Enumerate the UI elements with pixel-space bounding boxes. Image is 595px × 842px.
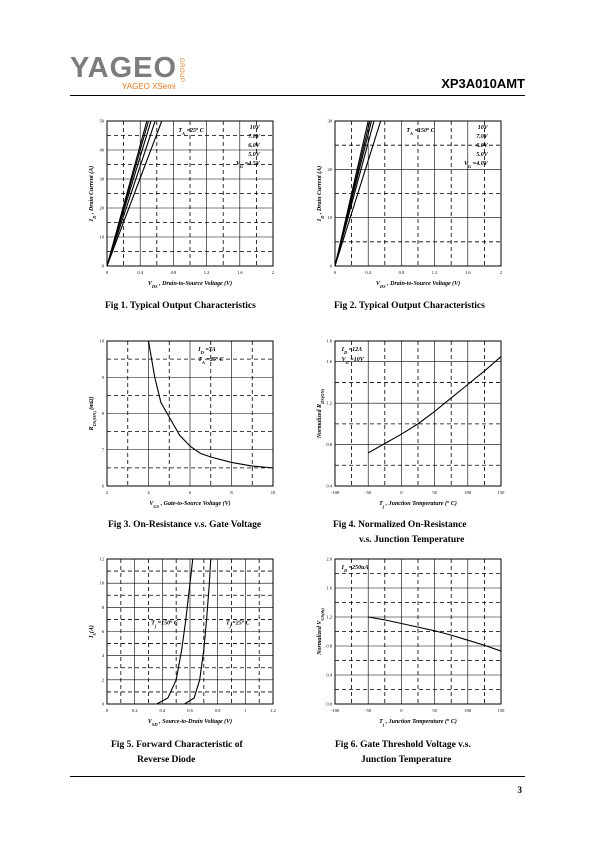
- y-tick-label: 9: [101, 374, 104, 380]
- y-tick-label: 1.6: [326, 585, 332, 591]
- x-tick-label: 1: [244, 708, 247, 713]
- fig3-caption: Fig 3. On-Resistance v.s. Gate Voltage: [108, 520, 262, 530]
- y-tick-label: 8: [101, 604, 104, 610]
- y-tick-label: 0: [329, 263, 332, 269]
- chart-plot-group: [88, 339, 276, 509]
- x-tick-label: 10: [270, 490, 276, 495]
- fig3-on-resistance-chart: [85, 335, 285, 515]
- y-tick-label: 6: [101, 483, 104, 489]
- y-tick-label: 1.6: [326, 359, 332, 365]
- condition-label: $I_D =12A$: [341, 347, 363, 355]
- chart-plot-group: [317, 339, 505, 509]
- header-rule: [70, 95, 525, 96]
- y-tick-label: 6: [101, 629, 104, 634]
- legend-entry: 7.0V: [476, 134, 488, 140]
- y-tick-label: 1.2: [326, 614, 332, 620]
- y-tick-label: 8: [101, 411, 104, 416]
- fig4-caption-line2: v.s. Junction Temperature: [359, 535, 465, 545]
- legend-entry: 5.0V: [248, 152, 260, 158]
- x-tick-label: 2: [271, 270, 275, 275]
- legend-entry: $V_G =4.5V$: [236, 161, 260, 169]
- x-tick-label: 0: [400, 490, 403, 495]
- x-axis-label: $V_{GS}$ , Gate-to-Source Voltage (V): [149, 501, 231, 509]
- y-tick-label: 2.0: [326, 556, 332, 562]
- y-tick-label: 40: [99, 147, 104, 153]
- condition-label: $T_A =150^o$ C: [406, 125, 435, 136]
- chart-plot-group: [316, 119, 502, 289]
- x-tick-label: 0: [400, 708, 403, 713]
- legend-entry: 7.0V: [248, 134, 260, 140]
- y-axis-label: Normalized $V_{GS(th)}$: [317, 608, 325, 655]
- condition-label: $T_A =25^o$ C: [198, 354, 224, 365]
- condition-label: $V_G =10V$: [341, 357, 364, 365]
- x-tick-label: 150: [497, 708, 505, 713]
- fig4-normalized-on-resistance-chart: [313, 335, 513, 515]
- y-tick-label: 0.0: [326, 701, 332, 707]
- x-tick-label: 4: [147, 490, 150, 495]
- y-tick-label: 10: [99, 338, 104, 344]
- series-annotation: $T_j =25^o$ C: [225, 617, 250, 628]
- y-tick-label: 0.8: [326, 442, 332, 448]
- x-axis-label: $V_{SD}$ , Source-to-Drain Voltage (V): [147, 719, 233, 727]
- x-tick-label: 50: [432, 490, 437, 495]
- x-tick-label: 1.2: [203, 270, 210, 275]
- x-tick-label: -100: [330, 708, 340, 713]
- x-tick-label: 1.6: [236, 270, 243, 275]
- fig1-caption: Fig 1. Typical Output Characteristics: [105, 301, 256, 311]
- chart-plot-group: [317, 557, 505, 727]
- y-tick-label: 10: [327, 215, 332, 221]
- page-number: 3: [517, 785, 522, 795]
- legend-entry: 6.0V: [476, 143, 488, 149]
- y-tick-label: 1.2: [326, 400, 332, 406]
- y-tick-label: 0: [101, 701, 104, 707]
- x-tick-label: 100: [464, 490, 472, 495]
- y-tick-label: 0.8: [326, 643, 332, 649]
- footer-rule: [70, 776, 525, 777]
- legend-entry: 5.0V: [476, 152, 488, 158]
- part-number: XP3A010AMT: [441, 76, 525, 91]
- x-tick-label: 0.4: [365, 270, 372, 275]
- legend-entry: 6.0V: [248, 143, 260, 149]
- fig6-caption-line1: Fig 6. Gate Threshold Voltage v.s.: [335, 740, 471, 750]
- y-tick-label: 0: [101, 263, 104, 269]
- y-tick-label: 0.4: [326, 672, 332, 678]
- chart-plot-group: [88, 557, 276, 727]
- x-tick-label: 50: [432, 708, 437, 713]
- fig1-output-characteristics-chart: [85, 115, 285, 295]
- y-axis-label: $I_S(A)$: [89, 625, 97, 638]
- company-logo: [70, 52, 210, 94]
- y-tick-label: 2: [101, 677, 104, 683]
- fig5-caption-line1: Fig 5. Forward Characteristic of: [111, 740, 243, 750]
- fig4-caption-line1: Fig 4. Normalized On-Resistance: [333, 520, 467, 530]
- x-tick-label: 8: [230, 490, 233, 495]
- x-tick-label: 6: [188, 490, 192, 495]
- y-axis-label: $I_D$ , Drain Current (A): [89, 165, 97, 222]
- x-tick-label: 0.4: [159, 708, 166, 713]
- x-tick-label: 0.8: [214, 708, 221, 713]
- y-tick-label: 10: [99, 234, 104, 240]
- x-axis-label: $T_j$ , Junction Temperature ($^o$ C): [379, 716, 457, 727]
- x-axis-label: $V_{DS}$ , Drain-to-Source Voltage (V): [375, 281, 461, 289]
- fig6-gate-threshold-chart: [313, 553, 513, 733]
- logo-wordmark: YAGEO: [70, 52, 178, 84]
- y-tick-label: 0.4: [326, 483, 332, 489]
- fig2-output-characteristics-chart: [313, 115, 513, 295]
- legend-entry: 10V: [477, 125, 488, 131]
- x-tick-label: 0.4: [137, 270, 144, 275]
- y-tick-label: 1.8: [326, 338, 332, 344]
- legend-entry: 10V: [249, 125, 260, 131]
- y-tick-label: 20: [99, 205, 104, 211]
- condition-label: $T_A =25^o$ C: [178, 125, 204, 136]
- condition-label: $I_D =250uA$: [341, 565, 369, 573]
- y-axis-label: Normalized $R_{DS(ON)}$: [317, 388, 325, 439]
- x-tick-label: 2: [499, 270, 503, 275]
- y-tick-label: 50: [99, 118, 104, 124]
- x-tick-label: 0.2: [131, 708, 138, 713]
- x-tick-label: 0.8: [170, 270, 177, 275]
- x-axis-label: $T_j$ , Junction Temperature ($^o$ C): [379, 498, 457, 509]
- x-tick-label: 100: [464, 708, 472, 713]
- series-annotation: $T_j =150^o$ C: [151, 617, 178, 628]
- x-tick-label: -100: [330, 490, 340, 495]
- fig2-caption: Fig 2. Typical Output Characteristics: [334, 301, 485, 311]
- x-tick-label: 2: [105, 490, 109, 495]
- x-tick-label: -50: [365, 708, 372, 713]
- x-tick-label: 1.6: [464, 270, 471, 275]
- x-tick-label: 1.2: [431, 270, 438, 275]
- fig6-caption-line2: Junction Temperature: [361, 755, 452, 765]
- y-tick-label: 10: [99, 580, 104, 586]
- y-tick-label: 4: [101, 653, 104, 659]
- y-tick-label: 12: [99, 556, 104, 562]
- x-tick-label: 1.2: [270, 708, 276, 713]
- x-tick-label: 0: [105, 270, 109, 275]
- legend-entry: $V_G =4.0V$: [464, 161, 488, 169]
- x-tick-label: 0: [333, 270, 337, 275]
- y-tick-label: 7: [101, 447, 104, 453]
- y-tick-label: 30: [99, 176, 104, 182]
- x-axis-label: $V_{DS}$ , Drain-to-Source Voltage (V): [147, 281, 233, 289]
- y-axis-label: $I_D$ , Drain Current (A): [317, 165, 325, 222]
- x-tick-label: 0.6: [187, 708, 193, 713]
- y-axis-label: $R_{DS(ON)}$ (mΩ): [89, 396, 97, 431]
- fig5-diode-forward-chart: [85, 553, 285, 733]
- x-tick-label: -50: [365, 490, 372, 495]
- y-tick-label: 30: [327, 118, 332, 124]
- fig5-caption-line2: Reverse Diode: [137, 755, 196, 765]
- logo-group-label: GROUP: [178, 58, 184, 83]
- x-tick-label: 150: [497, 490, 505, 495]
- chart-plot-group: [88, 119, 274, 289]
- condition-label: $I_D =7A$: [198, 347, 216, 355]
- x-tick-label: 0: [105, 708, 109, 713]
- logo-subtitle: YAGEO XSemi: [122, 82, 176, 91]
- y-tick-label: 20: [327, 166, 332, 172]
- x-tick-label: 0.8: [398, 270, 405, 275]
